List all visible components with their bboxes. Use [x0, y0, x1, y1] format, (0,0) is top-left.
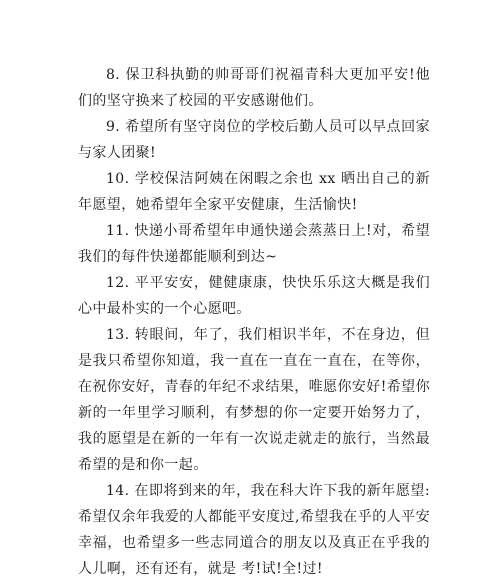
paragraph-9: 9. 希望所有坚守岗位的学校后勤人员可以早点回家与家人团聚!	[78, 119, 430, 161]
paragraph-14: 14. 在即将到来的年，我在科大许下我的新年愿望:希望仅余年我爱的人都能平安度过,希望我在乎的人平安幸福，也希望多一些志同道合的朋友以及真正在乎我的人儿啊，还有还有，就是 考!试!全!过!	[78, 483, 430, 577]
paragraph-11: 11. 快递小哥希望年申通快递会蒸蒸日上!对，希望我们的每件快递都能顺利到达~	[78, 223, 430, 265]
paragraph-10: 10. 学校保洁阿姨在闲暇之余也 xx 晒出自己的新年愿望，她希望年全家平安健康，生活愉快!	[78, 171, 430, 213]
paragraph-12: 12. 平平安安，健健康康，快快乐乐这大概是我们心中最朴实的一个心愿吧。	[78, 275, 430, 317]
paragraph-8: 8. 保卫科执勤的帅哥哥们祝福青科大更加平安!他们的坚守换来了校园的平安感谢他们。	[78, 67, 430, 109]
document-body	[78, 62, 430, 582]
paragraph-13: 13. 转眼间，年了，我们相识半年，不在身边，但是我只希望你知道，我一直在一直在一直在，在等你，在祝你安好，青春的年纪不求结果，唯愿你安好!希望你新的一年里学习顺利，有梦想的你一定要开始努力了，我的愿望是在新的一年有一次说走就走的旅行，当然最希望的是和你一起。	[78, 327, 430, 473]
